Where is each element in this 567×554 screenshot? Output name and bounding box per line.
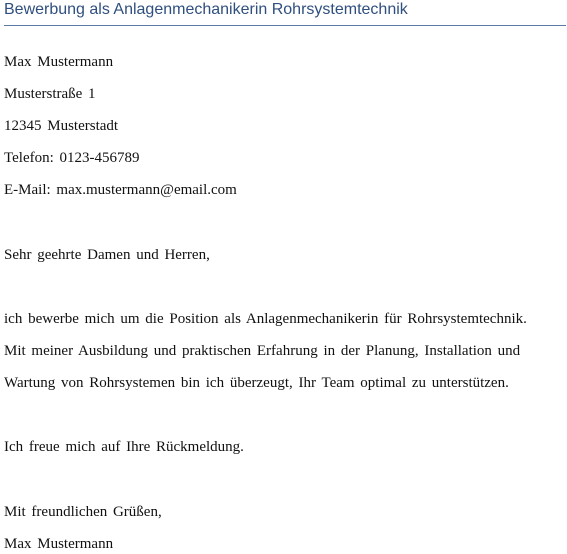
- salutation: Sehr geehrte Damen und Herren,: [4, 247, 210, 263]
- signature: Max Mustermann: [4, 536, 114, 552]
- greeting: Mit freundlichen Grüßen,: [4, 504, 162, 520]
- body-line: Wartung von Rohrsystemen bin ich überzeugt, Ihr Team optimal zu unterstützen.: [4, 375, 509, 391]
- body-line: Mit meiner Ausbildung und praktischen Erfahrung in der Planung, Installation und: [4, 343, 521, 359]
- document-title: Bewerbung als Anlagenmechanikerin Rohrsystemtechnik: [4, 1, 408, 18]
- sender-phone: Telefon: 0123-456789: [4, 150, 140, 166]
- title-divider: [4, 25, 566, 26]
- sender-city: 12345 Musterstadt: [4, 118, 119, 134]
- sender-street: Musterstraße 1: [4, 86, 96, 102]
- body-line: ich bewerbe mich um die Position als Anlagenmechanikerin für Rohrsystemtechnik.: [4, 311, 527, 327]
- closing-line: Ich freue mich auf Ihre Rückmeldung.: [4, 439, 244, 455]
- sender-email: E-Mail: max.mustermann@email.com: [4, 182, 237, 198]
- sender-name: Max Mustermann: [4, 54, 114, 70]
